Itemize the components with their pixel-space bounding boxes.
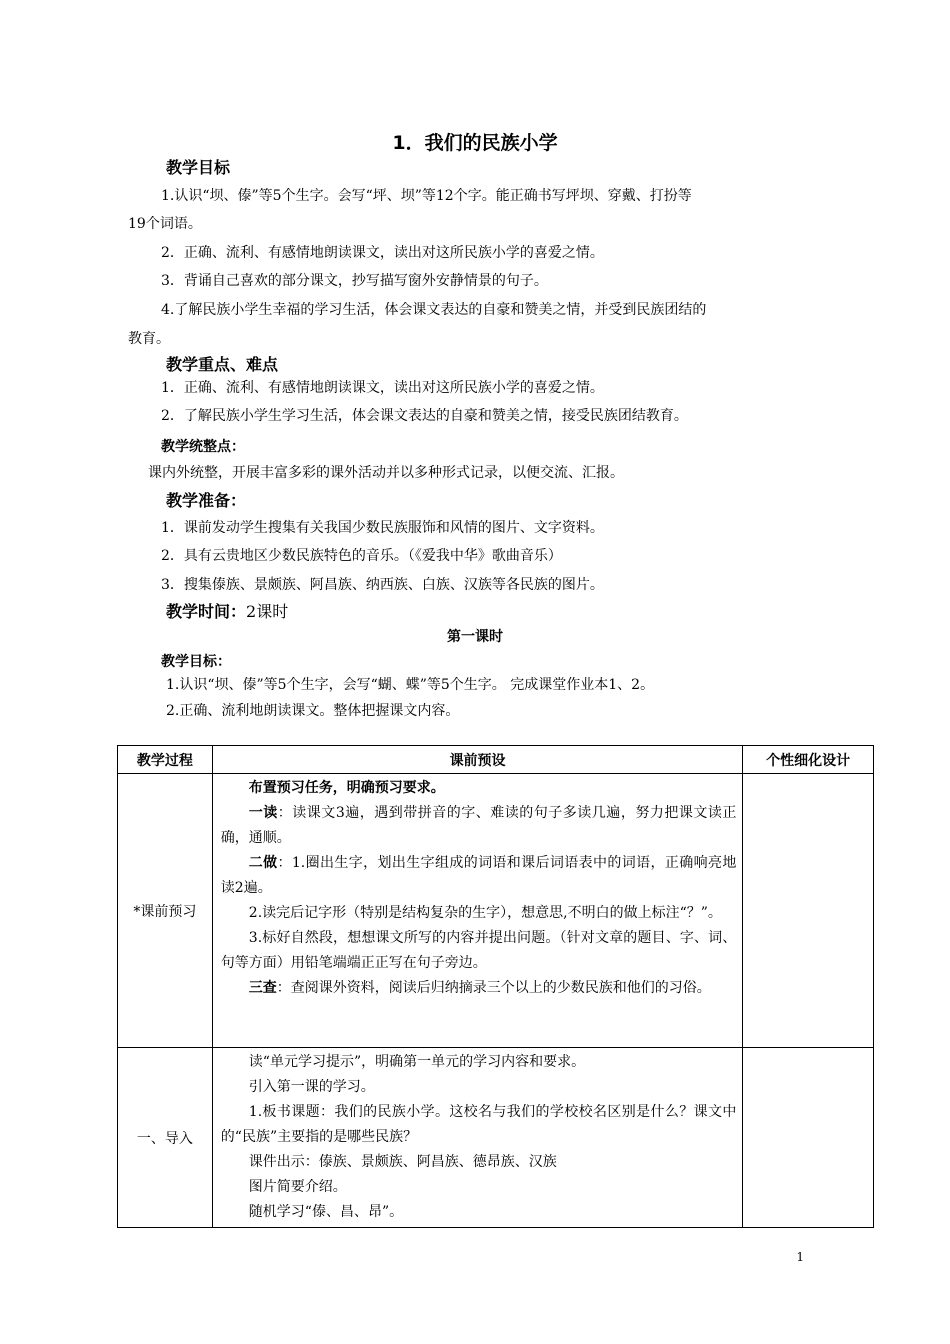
content-paragraph: 读“单元学习提示”，明确第一单元的学习内容和要求。 — [248, 1054, 586, 1070]
content-paragraph: 三查：查阅课外资料，阅读后归纳摘录三个以上的少数民族和他们的习俗。 — [248, 980, 711, 996]
integration-text: 课内外统整，开展丰富多彩的课外活动并以多种形式记录，以便交流、汇报。 — [148, 465, 624, 481]
goal-line: 教育。 — [128, 331, 170, 347]
content-paragraph: 图片简要介绍。 — [248, 1179, 347, 1195]
lesson-goal-line: 2.正确、流利地朗读课文。整体把握课文内容。 — [166, 703, 460, 719]
lesson-goal-line: 1.认识“坝、傣”等5个生字，会写“蝴、蝶”等5个生字。 完成课堂作业本1、2。 — [166, 677, 655, 693]
key-points-heading: 教学重点、难点 — [166, 355, 279, 374]
content-paragraph: 随机学习“傣、昌、昂”。 — [248, 1204, 404, 1220]
content-cell — [212, 1048, 743, 1228]
goal-line: 19个词语。 — [128, 216, 202, 232]
table-header-row — [118, 746, 874, 774]
goals-heading: 教学目标 — [166, 158, 231, 177]
column-header: 个性细化设计 — [743, 746, 874, 774]
preparation-line: 3．搜集傣族、景颇族、阿昌族、纳西族、白族、汉族等各民族的图片。 — [161, 577, 604, 593]
content-paragraph: 课件出示：傣族、景颇族、阿昌族、德昂族、汉族 — [248, 1154, 557, 1170]
column-header: 课前预设 — [212, 746, 743, 774]
column-header: 教学过程 — [118, 746, 213, 774]
page-number: 1 — [796, 1250, 804, 1264]
preparation-line: 1．课前发动学生搜集有关我国少数民族服饰和风情的图片、文字资料。 — [161, 520, 604, 536]
content-cell — [212, 774, 743, 1048]
lesson-goals-heading: 教学目标： — [161, 654, 231, 670]
content-paragraph: 3.标好自然段，想想课文所写的内容并提出问题。（针对文章的题目、字、词、句等方面）用铅笔端端正正写在句子旁边。 — [220, 930, 737, 971]
table-row — [118, 1048, 874, 1228]
teaching-time — [166, 599, 288, 622]
page-title: 1．我们的民族小学 — [392, 132, 558, 154]
content-paragraph: 1.板书课题：我们的民族小学。这校名与我们的学校校名区别是什么？课文中的“民族”主要指的是哪些民族？ — [220, 1104, 737, 1145]
personalized-cell — [743, 774, 874, 1048]
stage-cell: *课前预习 — [118, 774, 213, 1048]
preparation-heading: 教学准备： — [166, 491, 247, 510]
key-point-line: 1．正确、流利、有感情地朗读课文，读出对这所民族小学的喜爱之情。 — [161, 380, 604, 396]
goal-line: 4.了解民族小学生幸福的学习生活，体会课文表达的自豪和赞美之情，并受到民族团结的 — [161, 302, 707, 318]
integration-heading: 教学统整点： — [161, 439, 245, 455]
table-row — [118, 774, 874, 1048]
lesson-heading: 第一课时 — [447, 629, 503, 645]
personalized-cell — [743, 1048, 874, 1228]
key-point-line: 2．了解民族小学生学习生活，体会课文表达的自豪和赞美之情，接受民族团结教育。 — [161, 408, 688, 424]
content-paragraph: 二做：1.圈出生字，划出生字组成的词语和课后词语表中的词语，正确响亮地读2遍。 — [220, 855, 737, 896]
content-paragraph: 2.读完后记字形（特别是结构复杂的生字），想意思,不明白的做上标注“？”。 — [248, 905, 722, 921]
content-paragraph: 一读：读课文3遍，遇到带拼音的字、难读的句子多读几遍，努力把课文读正确，通顺。 — [220, 805, 737, 846]
goal-line: 3．背诵自己喜欢的部分课文，抄写描写窗外安静情景的句子。 — [161, 273, 548, 289]
stage-cell: 一、导入 — [118, 1048, 213, 1228]
time-value: 2课时 — [246, 602, 289, 621]
lesson-plan-table — [117, 745, 874, 1228]
time-heading: 教学时间： — [166, 602, 247, 621]
content-paragraph: 布置预习任务，明确预习要求。 — [248, 780, 445, 796]
content-paragraph: 引入第一课的学习。 — [248, 1079, 375, 1095]
goal-line: 1.认识“坝、傣”等5个生字。会写“坪、坝”等12个字。能正确书写坪坝、穿戴、打扮等 — [161, 188, 692, 204]
goal-line: 2．正确、流利、有感情地朗读课文，读出对这所民族小学的喜爱之情。 — [161, 245, 604, 261]
preparation-line: 2．具有云贵地区少数民族特色的音乐。（《爱我中华》歌曲音乐） — [161, 548, 562, 564]
